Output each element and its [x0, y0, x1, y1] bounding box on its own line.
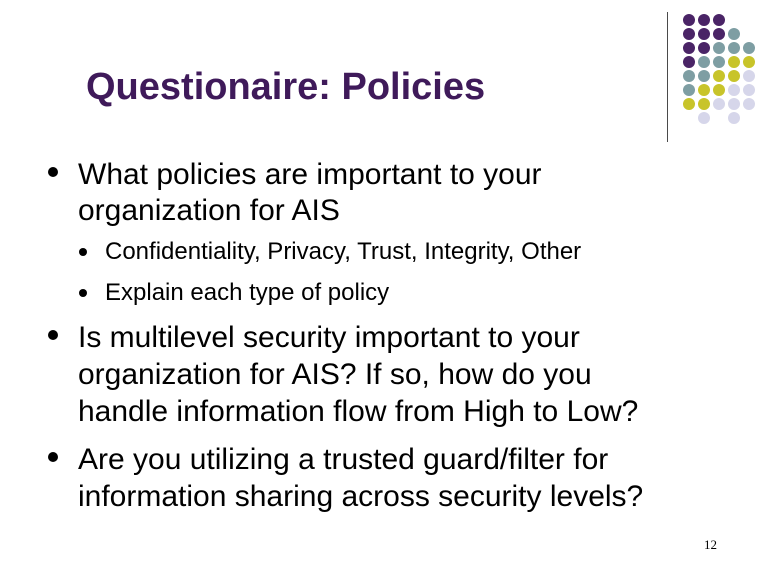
dot [728, 84, 740, 96]
bullet-point [48, 330, 58, 340]
sub-bullet-point [79, 289, 87, 297]
bullet-2-line-2: organization for AIS? If so, how do you [78, 358, 592, 391]
dot [728, 42, 740, 54]
dot [683, 28, 695, 40]
dot [743, 56, 755, 68]
dot [743, 42, 755, 54]
sub-bullet-point [79, 248, 87, 256]
bullet-point [48, 452, 58, 462]
dot [698, 42, 710, 54]
dot [698, 28, 710, 40]
slide-title: Questionaire: Policies [86, 66, 486, 108]
dot [683, 70, 695, 82]
dot [743, 98, 755, 110]
bullet-3-line-2: information sharing across security levels? [78, 480, 644, 513]
dot [713, 28, 725, 40]
dot [728, 98, 740, 110]
dot [728, 56, 740, 68]
dot [713, 42, 725, 54]
bullet-2-line-1: Is multilevel security important to your [78, 321, 580, 354]
dot [713, 84, 725, 96]
dot [728, 112, 740, 124]
bullet-point [48, 167, 58, 177]
dot [698, 56, 710, 68]
dot [683, 98, 695, 110]
dot [698, 98, 710, 110]
dot [713, 14, 725, 26]
dot [713, 70, 725, 82]
decorative-dot-grid [0, 0, 767, 150]
sub-bullet-1: Confidentiality, Privacy, Trust, Integrity, Other [105, 238, 582, 265]
dot [698, 84, 710, 96]
bullet-1-line-1: What policies are important to your [78, 158, 542, 191]
dot [743, 70, 755, 82]
dot [728, 28, 740, 40]
dot [683, 14, 695, 26]
dot [698, 70, 710, 82]
bullet-1-line-2: organization for AIS [78, 194, 340, 227]
dot [713, 56, 725, 68]
dot [743, 84, 755, 96]
sub-bullet-2: Explain each type of policy [105, 279, 390, 306]
dot [683, 42, 695, 54]
dot [683, 84, 695, 96]
dot [698, 14, 710, 26]
bullet-3-line-1: Are you utilizing a trusted guard/filter for [78, 443, 609, 476]
dot [728, 70, 740, 82]
bullet-2-line-3: handle information flow from High to Low? [78, 395, 639, 428]
dot [683, 56, 695, 68]
dot [698, 112, 710, 124]
page-number: 12 [704, 537, 717, 552]
dot [713, 98, 725, 110]
